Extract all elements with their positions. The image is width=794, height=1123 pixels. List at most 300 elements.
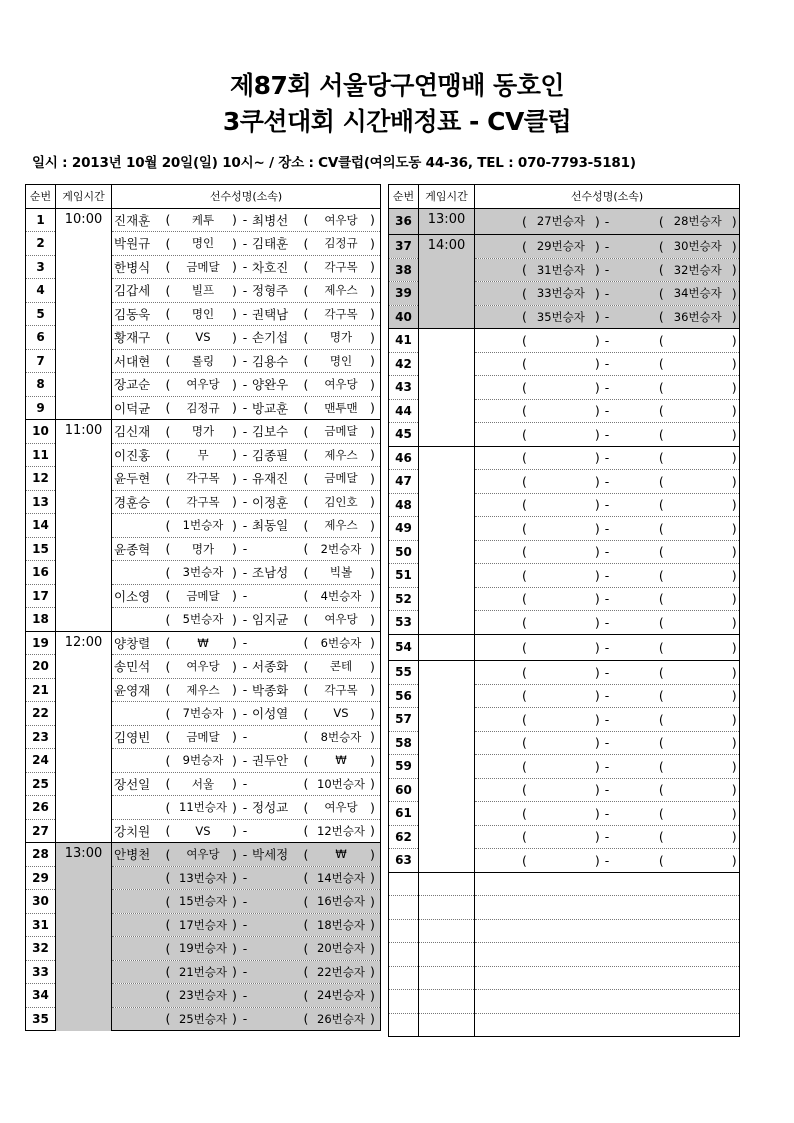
paren-open: ( bbox=[303, 494, 309, 510]
player1-club: 27번승자 bbox=[536, 214, 585, 229]
paren-open: ( bbox=[658, 450, 664, 466]
versus-dash: - bbox=[242, 658, 248, 674]
player2-name: 김용수 bbox=[252, 353, 289, 369]
paren-open: ( bbox=[165, 329, 171, 345]
row-number: 29 bbox=[26, 866, 56, 890]
paren-open: ( bbox=[303, 893, 309, 909]
row-number: 46 bbox=[389, 446, 419, 470]
paren-open: ( bbox=[303, 423, 309, 439]
player2-club: 26번승자 bbox=[317, 1011, 365, 1026]
paren-open: ( bbox=[522, 473, 527, 489]
match-cell bbox=[112, 984, 380, 1006]
paren-open: ( bbox=[658, 332, 664, 348]
empty-cell bbox=[389, 896, 419, 920]
empty-row bbox=[389, 1013, 740, 1037]
paren-open: ( bbox=[303, 846, 309, 862]
paren-open: ( bbox=[303, 635, 309, 651]
empty-cell bbox=[419, 919, 475, 943]
match-players bbox=[475, 802, 740, 826]
match-cell bbox=[112, 444, 380, 466]
row-number: 8 bbox=[26, 373, 56, 397]
paren-close: ) bbox=[232, 376, 237, 392]
paren-open: ( bbox=[303, 306, 309, 322]
empty-cell bbox=[475, 919, 740, 943]
paren-open: ( bbox=[658, 473, 664, 489]
paren-open: ( bbox=[658, 379, 664, 395]
match-cell bbox=[112, 232, 380, 254]
paren-open: ( bbox=[522, 426, 527, 442]
match-players bbox=[475, 825, 740, 849]
table-row bbox=[389, 634, 740, 661]
paren-open: ( bbox=[303, 353, 309, 369]
match-cell bbox=[112, 397, 380, 419]
match-players bbox=[112, 678, 381, 702]
player1-club: 33번승자 bbox=[536, 286, 585, 301]
player2-name: 박종화 bbox=[252, 682, 289, 698]
paren-close: ) bbox=[232, 282, 237, 298]
game-time: 12:00 bbox=[56, 631, 112, 843]
match-cell bbox=[475, 210, 739, 232]
paren-open: ( bbox=[658, 426, 664, 442]
row-number: 53 bbox=[389, 611, 419, 635]
player1-club: 31번승자 bbox=[536, 262, 585, 277]
match-players bbox=[475, 399, 740, 423]
row-number: 45 bbox=[389, 423, 419, 447]
paren-close: ) bbox=[370, 494, 375, 510]
match-players bbox=[112, 655, 381, 679]
versus-dash: - bbox=[242, 541, 248, 557]
paren-close: ) bbox=[731, 735, 737, 751]
paren-open: ( bbox=[522, 639, 527, 655]
paren-open: ( bbox=[522, 403, 527, 419]
paren-open: ( bbox=[165, 611, 171, 627]
paren-close: ) bbox=[370, 400, 375, 416]
player2-name: 조남성 bbox=[252, 565, 289, 581]
match-players bbox=[112, 396, 381, 420]
paren-close: ) bbox=[370, 541, 375, 557]
paren-close: ) bbox=[370, 729, 375, 745]
paren-open: ( bbox=[303, 611, 309, 627]
player2-club: ₩ bbox=[335, 753, 347, 768]
player1-club: 23번승자 bbox=[179, 988, 227, 1003]
row-number: 43 bbox=[389, 376, 419, 400]
match-cell bbox=[112, 937, 380, 959]
match-players bbox=[475, 587, 740, 611]
match-players bbox=[112, 373, 381, 397]
paren-close: ) bbox=[370, 259, 375, 275]
versus-dash: - bbox=[604, 735, 610, 751]
player1-club: 각구목 bbox=[186, 471, 220, 486]
versus-dash: - bbox=[242, 259, 248, 275]
paren-open: ( bbox=[522, 379, 527, 395]
match-cell bbox=[112, 279, 380, 301]
match-cell bbox=[475, 779, 739, 801]
paren-close: ) bbox=[370, 682, 375, 698]
paren-close: ) bbox=[370, 353, 375, 369]
player1-name: 윤두현 bbox=[114, 471, 151, 487]
paren-close: ) bbox=[731, 262, 737, 278]
schedule-table-left bbox=[25, 184, 381, 1031]
versus-dash: - bbox=[242, 306, 248, 322]
versus-dash: - bbox=[604, 805, 610, 821]
player2-name: 정형주 bbox=[252, 283, 289, 299]
row-number: 55 bbox=[389, 661, 419, 685]
row-number: 19 bbox=[26, 631, 56, 655]
paren-close: ) bbox=[370, 611, 375, 627]
player1-club: 빌프 bbox=[191, 283, 215, 298]
match-players bbox=[112, 960, 381, 984]
paren-open: ( bbox=[165, 259, 171, 275]
paren-open: ( bbox=[165, 823, 171, 839]
match-cell bbox=[475, 329, 739, 351]
player1-club: 5번승자 bbox=[182, 612, 224, 627]
paren-open: ( bbox=[303, 940, 309, 956]
paren-close: ) bbox=[594, 403, 600, 419]
row-number: 61 bbox=[389, 802, 419, 826]
paren-open: ( bbox=[522, 711, 527, 727]
empty-cell bbox=[419, 1013, 475, 1037]
paren-open: ( bbox=[165, 235, 171, 251]
match-cell bbox=[475, 611, 739, 633]
paren-close: ) bbox=[232, 776, 237, 792]
table-row bbox=[389, 661, 740, 685]
match-players bbox=[112, 937, 381, 961]
paren-close: ) bbox=[232, 259, 237, 275]
player1-club: 금메달 bbox=[186, 729, 220, 744]
header-players: 선수성명(소속) bbox=[112, 185, 381, 209]
player2-club: 콘테 bbox=[329, 659, 353, 674]
paren-close: ) bbox=[370, 705, 375, 721]
game-time: 13:00 bbox=[419, 208, 475, 235]
player2-club: 빅볼 bbox=[329, 565, 353, 580]
versus-dash: - bbox=[604, 591, 610, 607]
match-players bbox=[112, 443, 381, 467]
match-players bbox=[475, 376, 740, 400]
table-row bbox=[26, 208, 381, 232]
match-players bbox=[112, 631, 381, 655]
table-row bbox=[389, 446, 740, 470]
versus-dash: - bbox=[242, 964, 248, 980]
paren-close: ) bbox=[594, 213, 600, 229]
row-number: 22 bbox=[26, 702, 56, 726]
match-players bbox=[112, 255, 381, 279]
paren-close: ) bbox=[594, 829, 600, 845]
paren-open: ( bbox=[522, 544, 527, 560]
paren-open: ( bbox=[303, 705, 309, 721]
player1-club: 35번승자 bbox=[536, 309, 585, 324]
paren-open: ( bbox=[303, 752, 309, 768]
document-title-line2: 3쿠션대회 시간배정표 - CV클럽 bbox=[222, 107, 572, 136]
versus-dash: - bbox=[242, 635, 248, 651]
row-number: 6 bbox=[26, 326, 56, 350]
player2-club: 32번승자 bbox=[673, 262, 722, 277]
match-players bbox=[475, 778, 740, 802]
paren-close: ) bbox=[594, 309, 600, 325]
paren-close: ) bbox=[232, 987, 237, 1003]
paren-open: ( bbox=[165, 306, 171, 322]
row-number: 13 bbox=[26, 490, 56, 514]
row-number: 59 bbox=[389, 755, 419, 779]
versus-dash: - bbox=[242, 917, 248, 933]
paren-open: ( bbox=[303, 329, 309, 345]
player2-club: 명가 bbox=[329, 330, 353, 345]
match-cell bbox=[475, 755, 739, 777]
row-number: 33 bbox=[26, 960, 56, 984]
paren-open: ( bbox=[165, 682, 171, 698]
row-number: 30 bbox=[26, 890, 56, 914]
player2-club: 여우당 bbox=[324, 377, 358, 392]
paren-close: ) bbox=[594, 805, 600, 821]
player1-name: 김동욱 bbox=[114, 306, 151, 322]
player1-club: 금메달 bbox=[186, 259, 220, 274]
versus-dash: - bbox=[242, 940, 248, 956]
paren-open: ( bbox=[165, 494, 171, 510]
paren-close: ) bbox=[370, 329, 375, 345]
row-number: 10 bbox=[26, 420, 56, 444]
match-cell bbox=[475, 708, 739, 730]
match-players bbox=[475, 446, 740, 470]
row-number: 27 bbox=[26, 819, 56, 843]
match-players bbox=[475, 235, 740, 259]
player1-name: 박원규 bbox=[114, 236, 151, 252]
paren-close: ) bbox=[232, 682, 237, 698]
versus-dash: - bbox=[604, 688, 610, 704]
player1-club: 서울 bbox=[191, 776, 215, 791]
row-number: 36 bbox=[389, 208, 419, 235]
paren-close: ) bbox=[594, 238, 600, 254]
paren-close: ) bbox=[731, 567, 737, 583]
paren-open: ( bbox=[165, 729, 171, 745]
player2-club: 각구목 bbox=[324, 259, 358, 274]
empty-cell bbox=[419, 990, 475, 1014]
match-cell bbox=[112, 914, 380, 936]
versus-dash: - bbox=[242, 588, 248, 604]
versus-dash: - bbox=[242, 564, 248, 580]
player2-club: 4번승자 bbox=[320, 588, 362, 603]
row-number: 49 bbox=[389, 517, 419, 541]
paren-close: ) bbox=[232, 1011, 237, 1027]
versus-dash: - bbox=[242, 494, 248, 510]
versus-dash: - bbox=[604, 262, 610, 278]
row-number: 17 bbox=[26, 584, 56, 608]
match-cell bbox=[475, 470, 739, 492]
match-players bbox=[112, 819, 381, 843]
player2-name: 김종필 bbox=[252, 447, 289, 463]
paren-open: ( bbox=[303, 212, 309, 228]
player2-name: 이성열 bbox=[252, 706, 289, 722]
paren-close: ) bbox=[370, 306, 375, 322]
row-number: 25 bbox=[26, 772, 56, 796]
paren-close: ) bbox=[594, 497, 600, 513]
player2-club: 제우스 bbox=[324, 447, 358, 462]
paren-open: ( bbox=[658, 520, 664, 536]
paren-close: ) bbox=[594, 782, 600, 798]
versus-dash: - bbox=[242, 799, 248, 815]
paren-open: ( bbox=[658, 262, 664, 278]
empty-cell bbox=[389, 990, 419, 1014]
empty-row bbox=[389, 966, 740, 990]
paren-open: ( bbox=[522, 309, 527, 325]
table-row bbox=[389, 235, 740, 259]
paren-open: ( bbox=[165, 447, 171, 463]
match-cell bbox=[475, 685, 739, 707]
table-row bbox=[26, 843, 381, 867]
empty-cell bbox=[475, 872, 740, 896]
paren-close: ) bbox=[731, 520, 737, 536]
row-number: 12 bbox=[26, 467, 56, 491]
game-time bbox=[419, 446, 475, 634]
empty-cell bbox=[389, 872, 419, 896]
paren-close: ) bbox=[594, 356, 600, 372]
match-players bbox=[112, 561, 381, 585]
versus-dash: - bbox=[242, 400, 248, 416]
paren-close: ) bbox=[731, 852, 737, 868]
paren-close: ) bbox=[232, 235, 237, 251]
paren-open: ( bbox=[303, 658, 309, 674]
match-players bbox=[112, 514, 381, 538]
empty-cell bbox=[475, 1013, 740, 1037]
match-cell bbox=[475, 353, 739, 375]
row-number: 48 bbox=[389, 493, 419, 517]
paren-close: ) bbox=[232, 541, 237, 557]
player1-name: 이소영 bbox=[114, 588, 151, 604]
player1-club: 명인 bbox=[191, 236, 215, 251]
row-number: 60 bbox=[389, 778, 419, 802]
paren-close: ) bbox=[232, 588, 237, 604]
player1-name: 강치원 bbox=[114, 823, 151, 839]
player2-club: 14번승자 bbox=[317, 870, 365, 885]
paren-open: ( bbox=[522, 735, 527, 751]
match-players bbox=[475, 493, 740, 517]
paren-open: ( bbox=[165, 870, 171, 886]
versus-dash: - bbox=[604, 497, 610, 513]
match-players bbox=[112, 1007, 381, 1031]
versus-dash: - bbox=[242, 235, 248, 251]
paren-close: ) bbox=[731, 591, 737, 607]
paren-open: ( bbox=[165, 799, 171, 815]
paren-open: ( bbox=[522, 262, 527, 278]
match-cell bbox=[112, 702, 380, 724]
versus-dash: - bbox=[242, 447, 248, 463]
paren-open: ( bbox=[303, 729, 309, 745]
versus-dash: - bbox=[604, 567, 610, 583]
paren-close: ) bbox=[232, 658, 237, 674]
versus-dash: - bbox=[604, 544, 610, 560]
paren-close: ) bbox=[370, 799, 375, 815]
paren-open: ( bbox=[165, 212, 171, 228]
player1-club: 17번승자 bbox=[179, 917, 227, 932]
versus-dash: - bbox=[604, 473, 610, 489]
row-number: 56 bbox=[389, 684, 419, 708]
paren-close: ) bbox=[370, 870, 375, 886]
paren-close: ) bbox=[370, 917, 375, 933]
match-players bbox=[475, 517, 740, 541]
player2-club: ₩ bbox=[335, 847, 347, 862]
paren-close: ) bbox=[370, 564, 375, 580]
match-players bbox=[112, 302, 381, 326]
paren-close: ) bbox=[232, 635, 237, 651]
player2-club: 24번승자 bbox=[317, 988, 365, 1003]
empty-cell bbox=[419, 872, 475, 896]
row-number: 62 bbox=[389, 825, 419, 849]
paren-close: ) bbox=[232, 799, 237, 815]
match-cell bbox=[475, 541, 739, 563]
player1-name: 한병식 bbox=[114, 259, 151, 275]
header-time: 게임시간 bbox=[419, 185, 475, 209]
match-players bbox=[475, 329, 740, 353]
versus-dash: - bbox=[242, 870, 248, 886]
row-number: 52 bbox=[389, 587, 419, 611]
versus-dash: - bbox=[604, 238, 610, 254]
match-players bbox=[475, 208, 740, 235]
paren-open: ( bbox=[165, 1011, 171, 1027]
paren-close: ) bbox=[370, 776, 375, 792]
match-players bbox=[475, 282, 740, 306]
match-players bbox=[112, 467, 381, 491]
player1-club: 19번승자 bbox=[179, 941, 227, 956]
paren-open: ( bbox=[522, 332, 527, 348]
match-players bbox=[475, 352, 740, 376]
versus-dash: - bbox=[604, 782, 610, 798]
versus-dash: - bbox=[242, 329, 248, 345]
match-players bbox=[475, 849, 740, 873]
paren-close: ) bbox=[370, 823, 375, 839]
match-players bbox=[112, 420, 381, 444]
versus-dash: - bbox=[242, 987, 248, 1003]
player1-club: 각구목 bbox=[186, 494, 220, 509]
row-number: 41 bbox=[389, 329, 419, 353]
match-cell bbox=[475, 423, 739, 445]
match-cell bbox=[112, 632, 380, 654]
versus-dash: - bbox=[604, 711, 610, 727]
versus-dash: - bbox=[604, 332, 610, 348]
match-cell bbox=[475, 400, 739, 422]
match-players bbox=[112, 749, 381, 773]
paren-open: ( bbox=[658, 309, 664, 325]
paren-open: ( bbox=[303, 588, 309, 604]
paren-open: ( bbox=[658, 664, 664, 680]
row-number: 51 bbox=[389, 564, 419, 588]
player2-club: 8번승자 bbox=[320, 729, 362, 744]
paren-close: ) bbox=[370, 588, 375, 604]
paren-open: ( bbox=[658, 711, 664, 727]
paren-close: ) bbox=[594, 852, 600, 868]
match-cell bbox=[112, 303, 380, 325]
match-cell bbox=[112, 350, 380, 372]
player2-club: 김정규 bbox=[324, 236, 358, 251]
versus-dash: - bbox=[604, 450, 610, 466]
paren-open: ( bbox=[165, 423, 171, 439]
player1-club: 29번승자 bbox=[536, 239, 585, 254]
paren-close: ) bbox=[594, 614, 600, 630]
paren-close: ) bbox=[594, 758, 600, 774]
paren-close: ) bbox=[594, 473, 600, 489]
row-number: 18 bbox=[26, 608, 56, 632]
paren-close: ) bbox=[370, 846, 375, 862]
header-no: 순번 bbox=[26, 185, 56, 209]
player1-name: 양창렬 bbox=[114, 635, 151, 651]
paren-close: ) bbox=[594, 664, 600, 680]
paren-close: ) bbox=[370, 940, 375, 956]
paren-close: ) bbox=[232, 940, 237, 956]
versus-dash: - bbox=[604, 664, 610, 680]
paren-close: ) bbox=[232, 517, 237, 533]
player2-club: 여우당 bbox=[324, 612, 358, 627]
paren-close: ) bbox=[594, 450, 600, 466]
paren-open: ( bbox=[165, 964, 171, 980]
row-number: 37 bbox=[389, 235, 419, 259]
row-number: 14 bbox=[26, 514, 56, 538]
